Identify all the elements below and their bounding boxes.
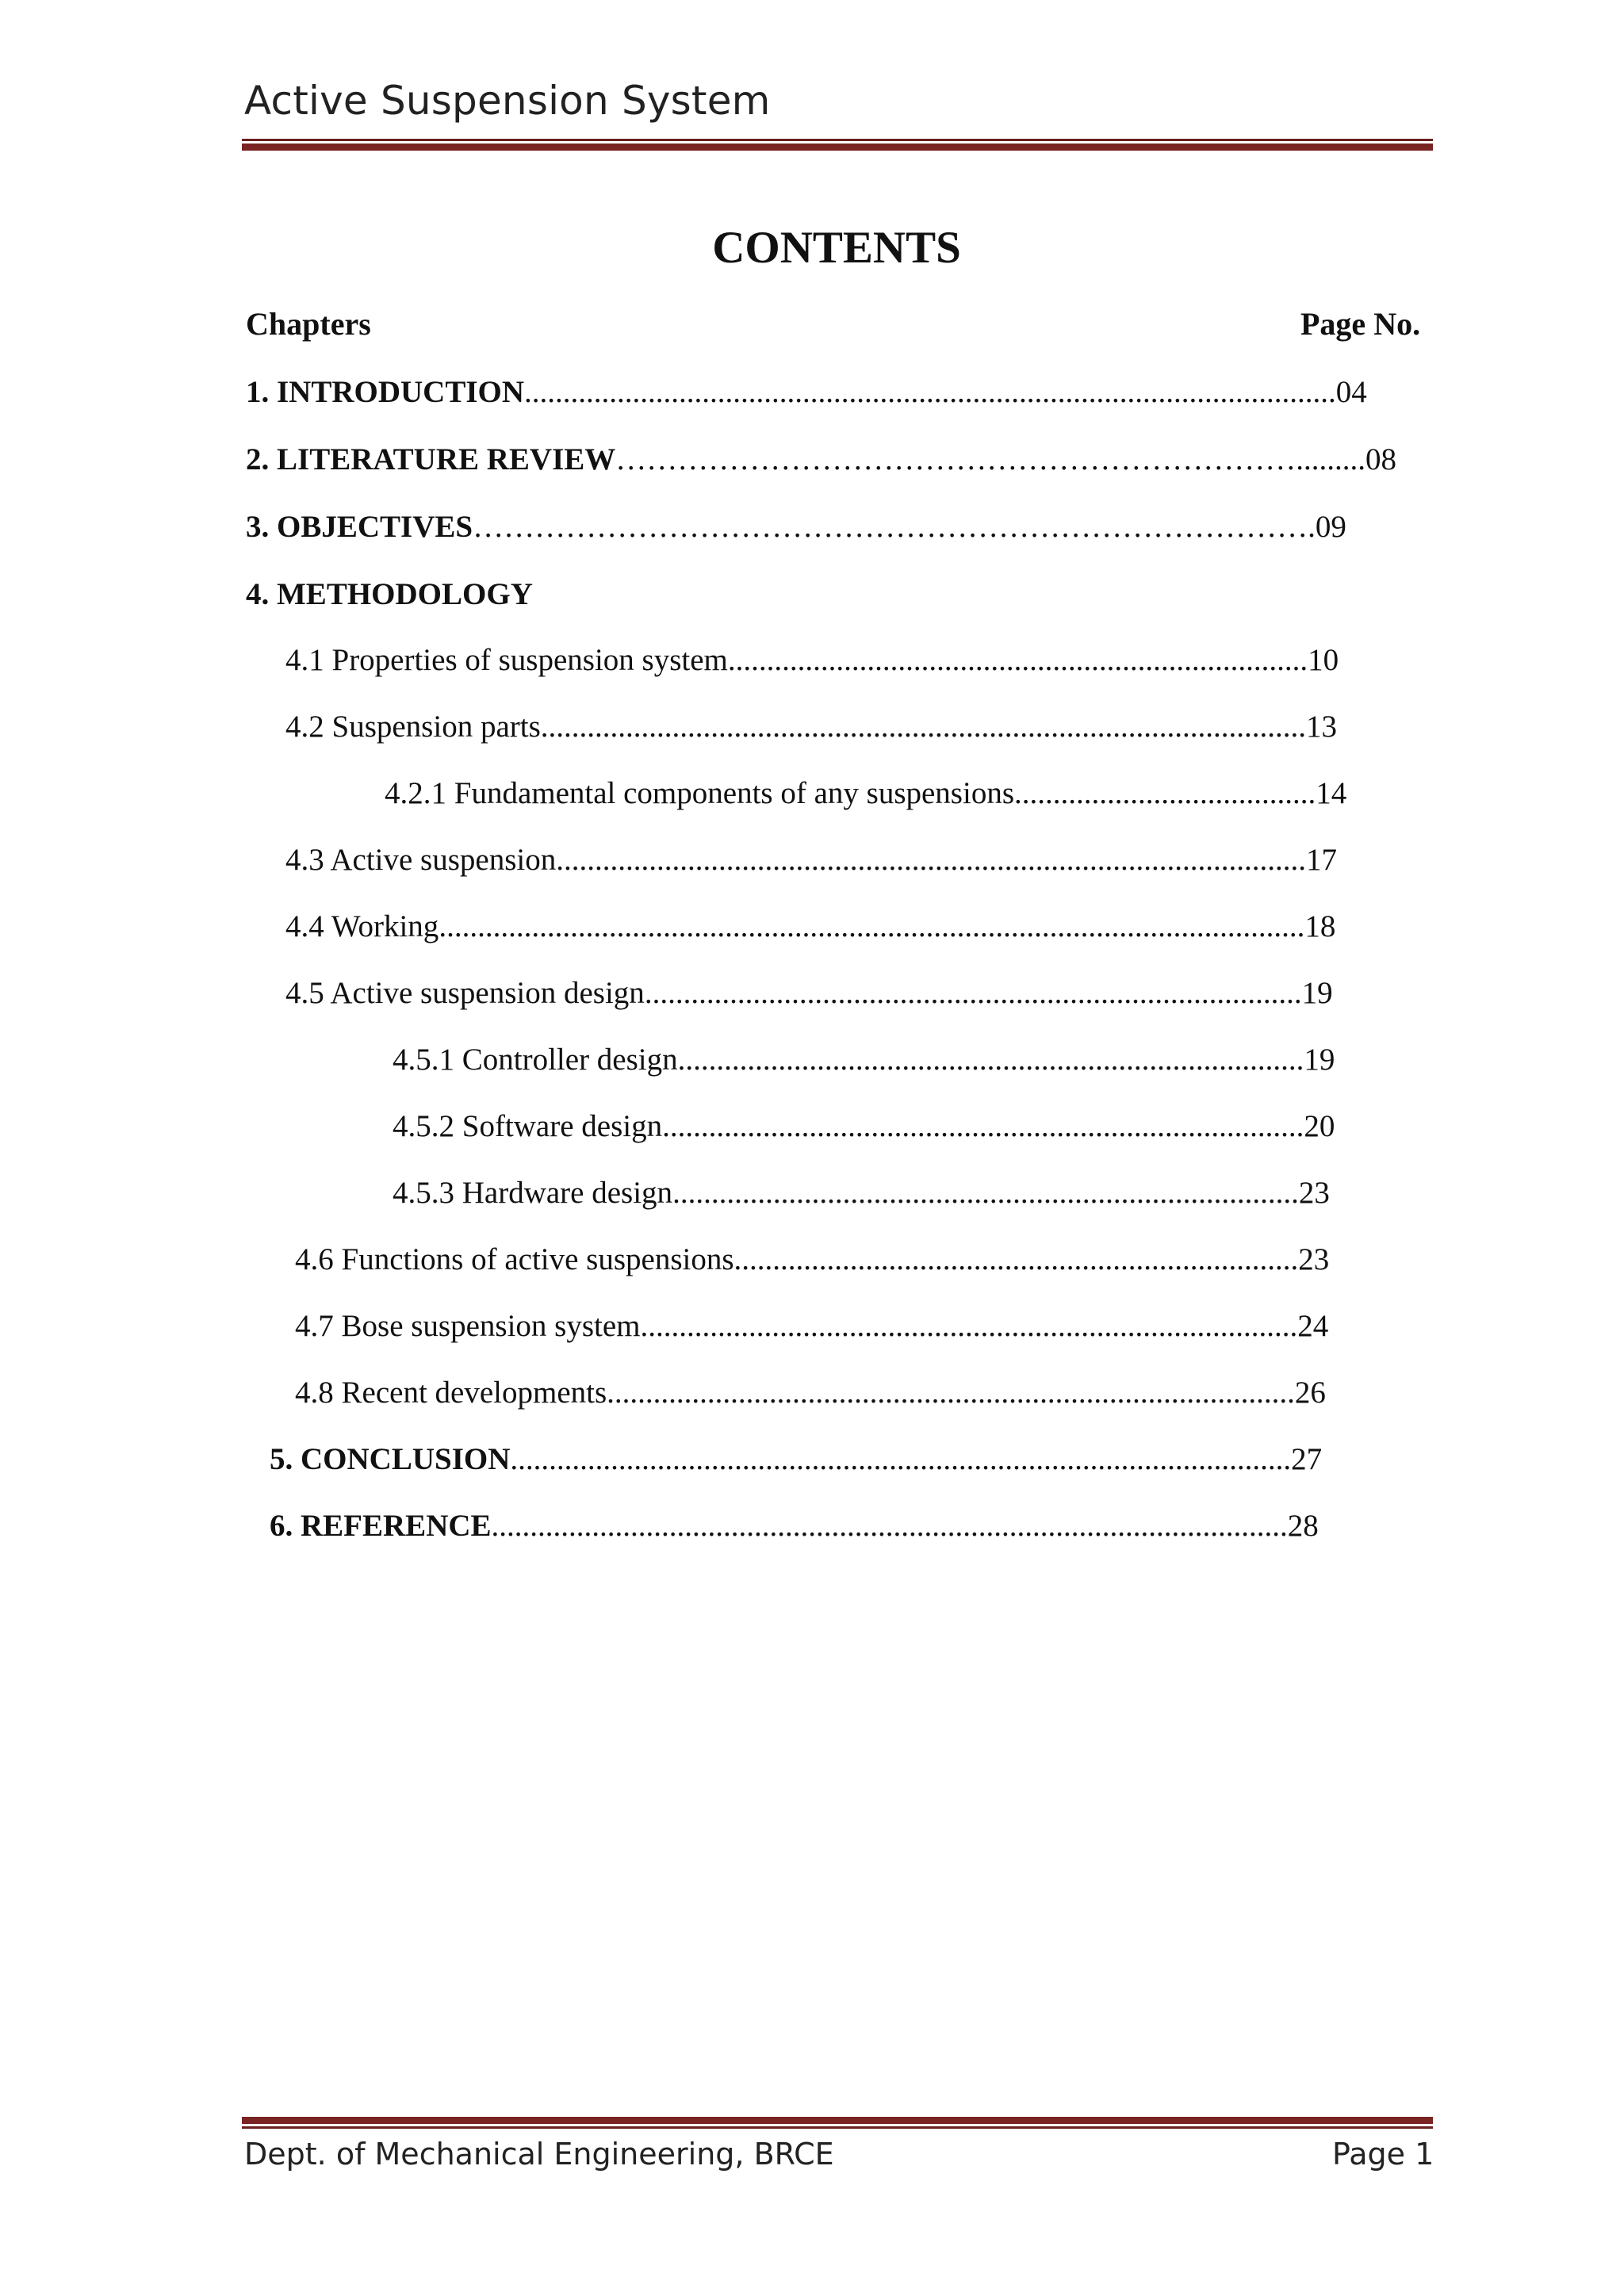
toc-entry: 4.3 Active suspension.................................................................................................17	[285, 843, 1337, 877]
toc-entry: 4.5 Active suspension design.....................................................................................19	[285, 976, 1333, 1010]
toc-entry: 4.5.1 Controller design.................................................................................19	[393, 1043, 1335, 1077]
toc-entry: 4.5.3 Hardware design.................................................................................23	[393, 1176, 1330, 1210]
toc-entry: 4.6 Functions of active suspensions.........................................................................23	[295, 1242, 1330, 1276]
toc-entry: 4.1 Properties of suspension system...........................................................................10	[285, 643, 1339, 677]
running-header: Active Suspension System	[244, 78, 771, 124]
toc-entry: 1. INTRODUCTION.........................................................................................................04	[246, 375, 1367, 409]
chapters-column-header: Chapters	[246, 306, 371, 342]
toc-entry: 5. CONCLUSION.....................................................................................................27	[270, 1442, 1323, 1476]
toc-entry: 4. METHODOLOGY	[246, 577, 533, 611]
toc-entry: 4.7 Bose suspension system.....................................................................................24	[295, 1309, 1329, 1343]
toc-entry: 3. OBJECTIVES……………………………………………………………………….09	[246, 510, 1346, 544]
page-no-column-header: Page No.	[1300, 306, 1421, 342]
toc-entry: 2. LITERATURE REVIEW………………………………………………………….........08	[246, 442, 1397, 476]
toc-entry: 4.2.1 Fundamental components of any suspensions.......................................14	[385, 776, 1347, 810]
header-rule	[242, 139, 1433, 151]
footer-department: Dept. of Mechanical Engineering, BRCE	[244, 2137, 834, 2172]
toc-entry: 4.5.2 Software design...................................................................................20	[393, 1109, 1335, 1143]
contents-title: CONTENTS	[712, 223, 961, 273]
toc-entry: 4.2 Suspension parts...................................................................................................13	[285, 710, 1337, 744]
toc-entry: 4.8 Recent developments.........................................................................................26	[295, 1376, 1326, 1410]
toc-entry: 6. REFERENCE.......................................................................................................28	[270, 1509, 1319, 1543]
toc-entry: 4.4 Working................................................................................................................18	[285, 909, 1336, 943]
footer-rule	[242, 2117, 1433, 2129]
footer-page-number: Page 1	[1332, 2137, 1434, 2172]
